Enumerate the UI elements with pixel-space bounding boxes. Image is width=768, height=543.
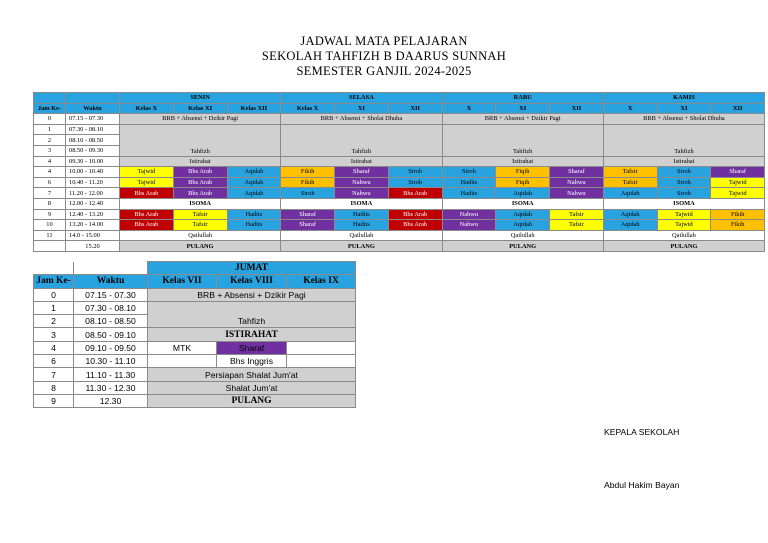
subject-cell: Bhs Arab: [120, 220, 174, 231]
day-header-jumat: JUMAT: [148, 262, 356, 275]
waktu-cell: 08.10 - 08.50: [74, 315, 148, 328]
subject-cell: Nahwu: [335, 188, 389, 199]
jam-cell: 4: [34, 156, 66, 167]
subject-cell: Tafsir: [550, 209, 604, 220]
blank-cell: [66, 93, 120, 104]
subject-cell: Nahwu: [550, 177, 604, 188]
pulang-cell: PULANG: [442, 241, 603, 252]
subject-cell: Bhs Arab: [173, 177, 227, 188]
signature-role: KEPALA SEKOLAH: [604, 427, 680, 437]
table-row: [34, 156, 765, 167]
subject-cell: Tajwid: [120, 167, 174, 178]
table-row: [34, 230, 765, 241]
pulang-cell: PULANG: [281, 241, 442, 252]
subject-cell: Aqidah: [227, 167, 281, 178]
document-title: [0, 34, 768, 79]
subject-cell: Sharaf: [281, 220, 335, 231]
col-header-waktu: Waktu: [66, 103, 120, 114]
waktu-cell: 10.40 - 11.20: [66, 177, 120, 188]
class-header: Kelas X: [120, 103, 174, 114]
col-header-jam: Jam Ke-: [34, 103, 66, 114]
subject-cell: Bhs Arab: [388, 220, 442, 231]
subject-cell: Siroh: [388, 167, 442, 178]
table-row: [34, 394, 356, 407]
qailullah-cell: Qailullah: [281, 230, 442, 241]
waktu-cell: 13.20 - 14.00: [66, 220, 120, 231]
subject-cell: Tajwid: [711, 188, 765, 199]
activity-cell: BRB + Absensi + Sholat Dhuha: [603, 114, 764, 125]
title-line-1: JADWAL MATA PELAJARAN: [300, 34, 468, 48]
qailullah-cell: Qailullah: [442, 230, 603, 241]
jam-cell: [34, 241, 66, 252]
table-row: [34, 288, 356, 301]
subject-cell: Nahwu: [442, 209, 496, 220]
signature-name: Abdul Hakim Bayan: [604, 480, 680, 490]
waktu-cell: 12.00 - 12.40: [66, 198, 120, 209]
table-row: [34, 341, 356, 354]
subject-cell: Hadits: [335, 220, 389, 231]
jam-cell: 0: [34, 288, 74, 301]
subject-cell: Siroh: [657, 177, 711, 188]
jam-cell: 4: [34, 167, 66, 178]
waktu-cell: 08.50 - 09.30: [66, 145, 120, 156]
table-row: [34, 381, 356, 394]
activity-cell: Persiapan Shalat Jum'at: [148, 368, 356, 381]
subject-cell: Tafsir: [603, 177, 657, 188]
subject-cell: Hadits: [442, 177, 496, 188]
jam-cell: 2: [34, 315, 74, 328]
table-row: [34, 328, 356, 341]
class-header-row: [34, 103, 765, 114]
col-header-jam: Jam Ke-: [34, 275, 74, 288]
waktu-cell: 07.30 - 08.10: [66, 124, 120, 135]
subject-cell: Fikih: [281, 167, 335, 178]
jam-cell: 8: [34, 198, 66, 209]
class-header: X: [442, 103, 496, 114]
tahfizh-block: Tahfizh: [120, 124, 281, 156]
table-row: [34, 188, 765, 199]
table-row: [34, 368, 356, 381]
waktu-cell: 10.30 - 11.10: [74, 355, 148, 368]
subject-cell: Nahwu: [550, 188, 604, 199]
tahfizh-block: Tahfizh: [281, 124, 442, 156]
subject-cell: Aqidah: [496, 209, 550, 220]
subject-cell: MTK: [148, 341, 217, 354]
day-header-senin: SENIN: [120, 93, 281, 104]
waktu-cell: 07.30 - 08.10: [74, 301, 148, 314]
friday-class-header-row: [34, 275, 356, 288]
class-header: XI: [335, 103, 389, 114]
empty-cell: [287, 355, 356, 368]
subject-cell: Bhs Arab: [120, 188, 174, 199]
pulang-cell: PULANG: [120, 241, 281, 252]
subject-cell: Sharaf: [281, 209, 335, 220]
class-header: Kelas XII: [227, 103, 281, 114]
class-header: XII: [711, 103, 765, 114]
jam-cell: 7: [34, 188, 66, 199]
subject-cell: Hadits: [227, 220, 281, 231]
subject-cell: Bhs Arab: [388, 209, 442, 220]
jam-cell: 11: [34, 230, 66, 241]
activity-cell: BRB + Absensi + Dzikir Pagi: [148, 288, 356, 301]
subject-cell: Fikih: [711, 220, 765, 231]
activity-cell: BRB + Absensi + Dzikir Pagi: [120, 114, 281, 125]
jam-cell: 3: [34, 328, 74, 341]
subject-cell: Siroh: [657, 188, 711, 199]
subject-cell: Hadits: [335, 209, 389, 220]
jam-cell: 4: [34, 341, 74, 354]
class-header: Kelas XI: [173, 103, 227, 114]
class-header: XII: [388, 103, 442, 114]
jam-cell: 3: [34, 145, 66, 156]
jam-cell: 6: [34, 355, 74, 368]
table-row: [34, 241, 765, 252]
class-header: XI: [496, 103, 550, 114]
pulang-cell: PULANG: [603, 241, 764, 252]
waktu-cell: 09.30 - 10.00: [66, 156, 120, 167]
subject-cell: Aqidah: [603, 188, 657, 199]
pulang-cell: PULANG: [148, 394, 356, 407]
blank-cell: [74, 262, 148, 275]
jam-cell: 2: [34, 135, 66, 146]
table-row: [34, 209, 765, 220]
subject-cell: Tajwid: [657, 209, 711, 220]
blank-cell: [34, 93, 66, 104]
istirahat-cell: ISTIRAHAT: [148, 328, 356, 341]
subject-cell: Aqidah: [603, 220, 657, 231]
jam-cell: 1: [34, 301, 74, 314]
friday-schedule-table: [33, 261, 356, 408]
subject-cell: Fiqih: [496, 177, 550, 188]
jam-cell: 9: [34, 209, 66, 220]
blank-cell: [34, 262, 74, 275]
subject-cell: Aqidah: [227, 177, 281, 188]
tahfizh-block: Tahfizh: [603, 124, 764, 156]
subject-cell: Tajwid: [120, 177, 174, 188]
jam-cell: 9: [34, 394, 74, 407]
subject-cell: Tafsir: [603, 167, 657, 178]
class-header: Kelas VII: [148, 275, 217, 288]
class-header: Kelas VIII: [217, 275, 287, 288]
subject-cell: Sharaf: [711, 167, 765, 178]
waktu-cell: 11.30 - 12.30: [74, 381, 148, 394]
day-header-row: [34, 93, 765, 104]
tahfizh-block: Tahfizh: [148, 301, 356, 328]
subject-cell: Sharaf: [217, 341, 287, 354]
empty-cell: [148, 355, 217, 368]
waktu-cell: 14.0 - 15.00: [66, 230, 120, 241]
table-row: [34, 167, 765, 178]
istirahat-cell: Istirahat: [442, 156, 603, 167]
isoma-cell: ISOMA: [281, 198, 442, 209]
col-header-waktu: Waktu: [74, 275, 148, 288]
class-header: XII: [550, 103, 604, 114]
subject-cell: Hadits: [442, 188, 496, 199]
waktu-cell: 11.10 - 11.30: [74, 368, 148, 381]
table-row: [34, 177, 765, 188]
qailullah-cell: Qailullah: [603, 230, 764, 241]
subject-cell: Siroh: [281, 188, 335, 199]
subject-cell: Aqidah: [227, 188, 281, 199]
istirahat-cell: Istirahat: [281, 156, 442, 167]
jam-cell: 0: [34, 114, 66, 125]
subject-cell: Bhs Inggris: [217, 355, 287, 368]
subject-cell: Sharaf: [335, 167, 389, 178]
subject-cell: Tafsir: [173, 220, 227, 231]
day-header-rabu: RABU: [442, 93, 603, 104]
empty-cell: [287, 341, 356, 354]
table-row: [34, 301, 356, 314]
subject-cell: Aqidah: [603, 209, 657, 220]
jam-cell: 1: [34, 124, 66, 135]
subject-cell: Nahwu: [335, 177, 389, 188]
subject-cell: Tajwid: [657, 220, 711, 231]
subject-cell: Siroh: [388, 177, 442, 188]
class-header: X: [603, 103, 657, 114]
class-header: Kelas X: [281, 103, 335, 114]
waktu-cell: 15.20: [66, 241, 120, 252]
day-header-selasa: SELASA: [281, 93, 442, 104]
subject-cell: Fikih: [711, 209, 765, 220]
class-header: XI: [657, 103, 711, 114]
waktu-cell: 09.10 - 09.50: [74, 341, 148, 354]
isoma-cell: ISOMA: [442, 198, 603, 209]
waktu-cell: 12.30: [74, 394, 148, 407]
subject-cell: Fiqih: [496, 167, 550, 178]
subject-cell: Bhs Arab: [120, 209, 174, 220]
subject-cell: Bhs Arab: [388, 188, 442, 199]
title-line-2: SEKOLAH TAHFIZH B DAARUS SUNNAH: [261, 49, 507, 63]
subject-cell: Siroh: [442, 167, 496, 178]
subject-cell: Aqidah: [496, 220, 550, 231]
weekday-schedule-table: [33, 92, 765, 252]
waktu-cell: 08.50 - 09.10: [74, 328, 148, 341]
waktu-cell: 12.40 - 13.20: [66, 209, 120, 220]
istirahat-cell: Istirahat: [120, 156, 281, 167]
friday-day-header-row: [34, 262, 356, 275]
subject-cell: Aqidah: [496, 188, 550, 199]
jam-cell: 6: [34, 177, 66, 188]
jam-cell: 7: [34, 368, 74, 381]
subject-cell: Tajwid: [711, 177, 765, 188]
waktu-cell: 08.10 - 08.50: [66, 135, 120, 146]
qailullah-cell: Qailullah: [120, 230, 281, 241]
isoma-cell: ISOMA: [120, 198, 281, 209]
jam-cell: 10: [34, 220, 66, 231]
waktu-cell: 07.15 - 07.30: [66, 114, 120, 125]
waktu-cell: 10.00 - 10.40: [66, 167, 120, 178]
activity-cell: BRB + Absensi + Dzikir Pagi: [442, 114, 603, 125]
jam-cell: 8: [34, 381, 74, 394]
subject-cell: Bhs Arab: [173, 167, 227, 178]
subject-cell: Fikih: [281, 177, 335, 188]
activity-cell: Shalat Jum'at: [148, 381, 356, 394]
waktu-cell: 11.20 - 12.00: [66, 188, 120, 199]
subject-cell: Tafsir: [550, 220, 604, 231]
title-line-3: SEMESTER GANJIL 2024-2025: [296, 64, 472, 78]
subject-cell: Nahwu: [442, 220, 496, 231]
class-header: Kelas IX: [287, 275, 356, 288]
subject-cell: Sharaf: [550, 167, 604, 178]
table-row: [34, 124, 765, 135]
subject-cell: Tafsir: [173, 209, 227, 220]
subject-cell: Hadits: [227, 209, 281, 220]
table-row: [34, 220, 765, 231]
waktu-cell: 07.15 - 07.30: [74, 288, 148, 301]
tahfizh-block: Tahfizh: [442, 124, 603, 156]
isoma-cell: ISOMA: [603, 198, 764, 209]
table-row: [34, 355, 356, 368]
activity-cell: BRB + Absensi + Sholat Dhuha: [281, 114, 442, 125]
istirahat-cell: Istirahat: [603, 156, 764, 167]
day-header-kamis: KAMIS: [603, 93, 764, 104]
table-row: [34, 114, 765, 125]
subject-cell: Bhs Arab: [173, 188, 227, 199]
table-row: [34, 198, 765, 209]
subject-cell: Siroh: [657, 167, 711, 178]
